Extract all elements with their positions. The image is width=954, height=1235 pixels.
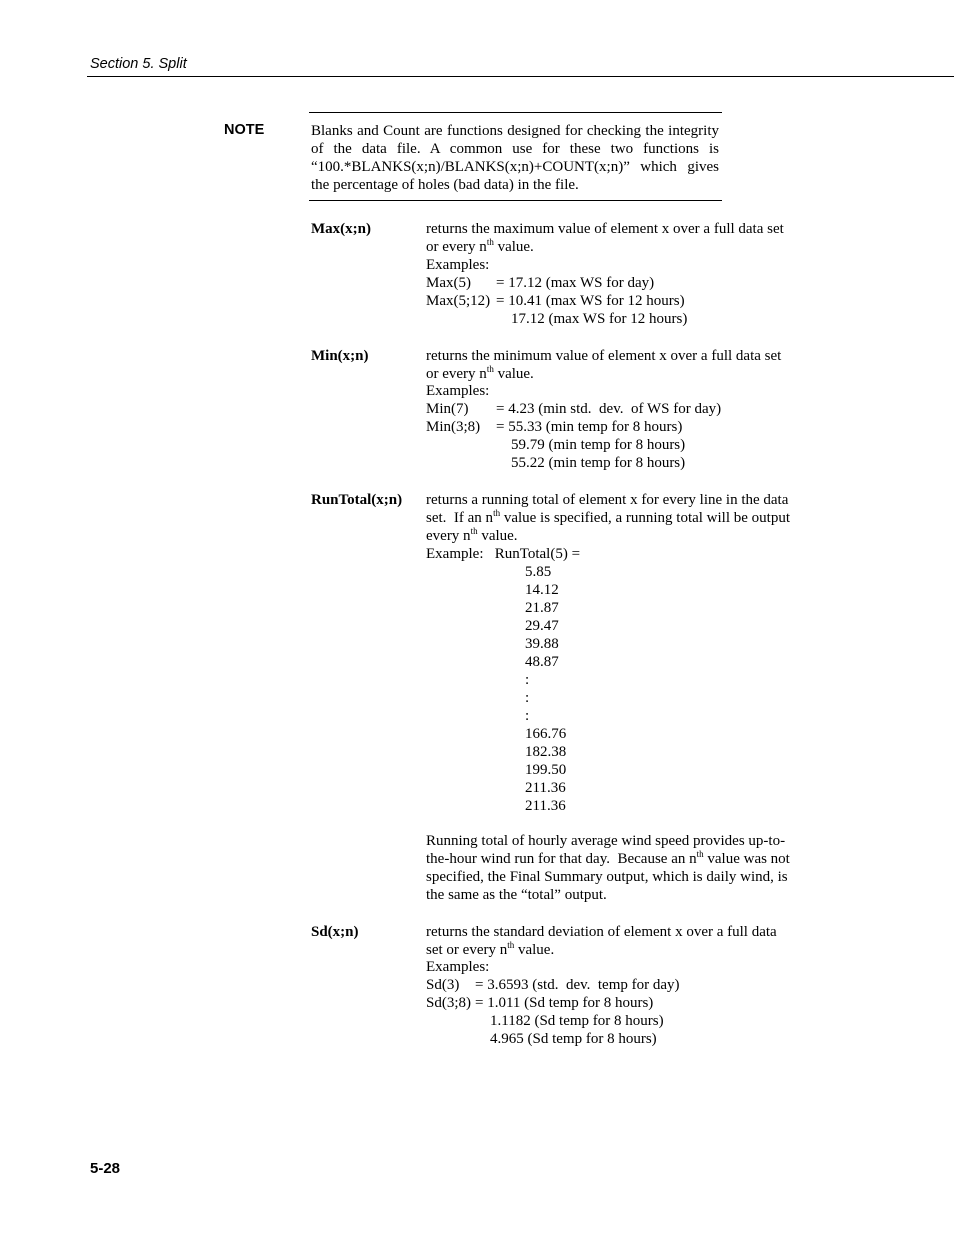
runtotal-para-line3: specified, the Final Summary output, which is daily wind, is: [426, 869, 788, 885]
term-min: Min(x;n): [311, 348, 369, 364]
runtotal-value: 182.38: [525, 744, 567, 760]
runtotal-ellipsis: :: [525, 708, 530, 724]
runtotal-value: 211.36: [525, 780, 566, 796]
sd-example2-cont1: 1.1182 (Sd temp for 8 hours): [490, 1013, 664, 1029]
running-header: Section 5. Split: [90, 56, 187, 72]
sd-desc-line2: set or every $n^{th}$ value.: [426, 940, 555, 958]
runtotal-ellipsis: :: [525, 672, 530, 688]
max-desc-line2: or every $n^{th}$ value.: [426, 237, 534, 255]
max-example2-value: = 10.41 (max WS for 12 hours): [496, 293, 685, 309]
runtotal-value: 29.47: [525, 618, 559, 634]
min-desc-line1: returns the minimum value of element x over a full data set: [426, 348, 782, 364]
header-rule: [87, 76, 954, 77]
sd-example2-cont2: 4.965 (Sd temp for 8 hours): [490, 1031, 657, 1047]
runtotal-para-line2: the-hour wind run for that day. Because an $n^{th}$ value was not: [426, 849, 790, 867]
runtotal-para-line4: the same as the “total” output.: [426, 887, 607, 903]
sd-examples-label: Examples:: [426, 959, 490, 975]
runtotal-para-line1: Running total of hourly average wind speed provides up-to-: [426, 833, 786, 849]
max-example2-label: Max(5;12): [426, 293, 491, 309]
runtotal-value: 39.88: [525, 636, 559, 652]
min-example1-label: Min(7): [426, 401, 469, 417]
runtotal-value: 166.76: [525, 726, 567, 742]
runtotal-value: 5.85: [525, 564, 552, 580]
note-text: Blanks and Count are functions designed for checking the integrity of the data file. A common use for these two functions is “100.*BLANKS(x;n)/BLANKS(x;n)+COUNT(x;n)” which gives the percentage of holes (bad data) in the file.: [311, 123, 719, 193]
min-example2-cont2: 55.22 (min temp for 8 hours): [511, 455, 686, 471]
page-number: 5-28: [90, 1160, 121, 1177]
min-example2-cont1: 59.79 (min temp for 8 hours): [511, 437, 686, 453]
max-example1-value: = 17.12 (max WS for day): [496, 275, 655, 291]
min-example2-label: Min(3;8): [426, 419, 481, 435]
note-box: [309, 112, 722, 201]
runtotal-value: 14.12: [525, 582, 559, 598]
term-runtotal: RunTotal(x;n): [311, 492, 403, 508]
term-sd: Sd(x;n): [311, 924, 359, 940]
max-example2-cont: 17.12 (max WS for 12 hours): [511, 311, 688, 327]
sd-example2-label: Sd(3;8): [426, 995, 471, 1011]
max-example1-label: Max(5): [426, 275, 471, 291]
runtotal-value: 48.87: [525, 654, 559, 670]
runtotal-value: 211.36: [525, 798, 566, 814]
sd-example1-value: = 3.6593 (std. dev. temp for day): [475, 977, 680, 993]
runtotal-desc-line3: every $n^{th}$ value.: [426, 526, 518, 544]
min-examples-label: Examples:: [426, 383, 490, 399]
sd-example2-value: = 1.011 (Sd temp for 8 hours): [475, 995, 654, 1011]
term-max: Max(x;n): [311, 221, 371, 237]
runtotal-value: 199.50: [525, 762, 567, 778]
runtotal-desc-line1: returns a running total of element x for every line in the data: [426, 492, 789, 508]
min-example2-value: = 55.33 (min temp for 8 hours): [496, 419, 683, 435]
runtotal-example-label: Example: RunTotal(5) =: [426, 546, 581, 562]
max-desc-line1: returns the maximum value of element x over a full data set: [426, 221, 784, 237]
min-example1-value: = 4.23 (min std. dev. of WS for day): [496, 401, 722, 417]
runtotal-value: 21.87: [525, 600, 559, 616]
sd-desc-line1: returns the standard deviation of element x over a full data: [426, 924, 777, 940]
max-examples-label: Examples:: [426, 257, 490, 273]
note-label: NOTE: [224, 122, 265, 138]
min-desc-line2: or every $n^{th}$ value.: [426, 364, 534, 382]
runtotal-desc-line2: set. If an $n^{th}$ value is specified, a running total will be output: [426, 508, 791, 526]
runtotal-ellipsis: :: [525, 690, 530, 706]
sd-example1-label: Sd(3): [426, 977, 460, 993]
